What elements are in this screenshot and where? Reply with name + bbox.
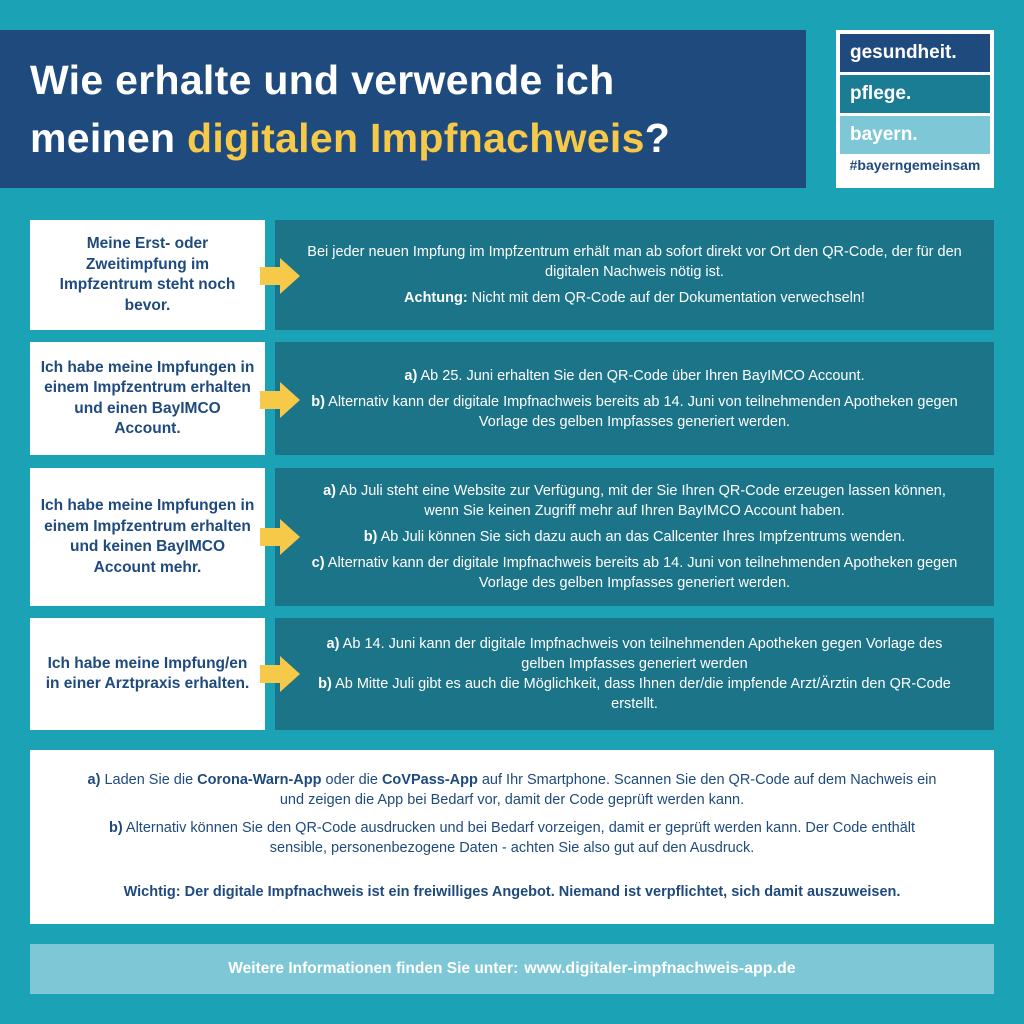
option-text: Ab Mitte Juli gibt es auch die Möglichkeit, dass Ihnen der/die impfende Arzt/Ärztin den QR-Code erstellt. (331, 676, 951, 712)
usage-text: auf Ihr Smartphone. Scannen Sie den QR-Code auf dem Nachweis ein und zeigen die App bei Bedarf vor, damit der Code geprüft werden kann. (279, 772, 937, 808)
question-text: Ich habe meine Impfungen in einem Impfzentrum erhalten und einen BayIMCO Account. (40, 358, 255, 437)
usage-option-a (50, 770, 974, 810)
title-highlight: digitalen Impfnachweis (187, 115, 645, 161)
option-text: Ab 25. Juni erhalten Sie den QR-Code über Ihren BayIMCO Account. (417, 367, 865, 384)
option-text: Ab Juli steht eine Website zur Verfügung, mit der Sie Ihren QR-Code erzeugen lassen können, wenn Sie keinen Zugriff mehr auf Ihren BayIMCO Account haben. (336, 483, 946, 519)
option-label: b) (108, 820, 123, 836)
option-text: Alternativ kann der digitale Impfnachweis bereits ab 14. Juni von teilnehmenden Apotheken gegen Vorlage des gelben Impfasses generiert werden. (324, 393, 958, 430)
logo-hashtag: #bayerngemeinsam (849, 157, 981, 173)
answer-option-b (305, 392, 964, 432)
question-text: Ich habe meine Impfung/en in einer Arztpraxis erhalten. (45, 654, 250, 692)
answer-box (275, 618, 994, 730)
option-label: b) (363, 529, 378, 545)
option-label: b) (311, 393, 325, 410)
usage-info-box (30, 750, 994, 924)
answer-warning (404, 288, 865, 308)
question-box (30, 468, 265, 606)
footer-text: Weitere Informationen finden Sie unter: (228, 960, 519, 977)
answer-option-b (364, 527, 906, 547)
title-line-2-end: ? (644, 115, 671, 161)
arrow-right-icon (260, 258, 300, 294)
important-label: Wichtig: (123, 884, 181, 900)
usage-text: oder die (321, 772, 382, 788)
covpass-app-name: CoVPass-App (381, 772, 478, 788)
option-label: b) (318, 676, 332, 692)
title-banner (0, 30, 806, 188)
question-box (30, 618, 265, 730)
option-text: Alternativ kann der digitale Impfnachweis bereits ab 14. Juni von teilnehmenden Apotheken gegen Vorlage des gelben Impfasses generiert werden. (324, 555, 958, 591)
title-line-2-start: meinen (30, 115, 188, 161)
question-box (30, 342, 265, 455)
brand-logo (836, 30, 994, 188)
info-row-doctor-practice (30, 618, 994, 730)
answer-option-a (305, 481, 964, 521)
info-row-first-vaccination (30, 220, 994, 330)
usage-text: Alternativ können Sie den QR-Code ausdrucken und bei Bedarf vorzeigen, damit er geprüft werden kann. Der Code enthält sensible, personenbezogene Daten - achten Sie also gut auf den Ausdruck. (122, 820, 916, 856)
question-text: Ich habe meine Impfungen in einem Impfzentrum erhalten und keinen BayIMCO Account mehr. (40, 497, 255, 576)
option-label: a) (404, 367, 418, 384)
info-row-bayimco-account (30, 342, 994, 455)
arrow-right-icon (260, 519, 300, 555)
answer-text: Bei jeder neuen Impfung im Impfzentrum erhält man ab sofort direkt vor Ort den QR-Code, der für den digitalen Nachweis nötig ist. (307, 244, 962, 280)
logo-line-bayern: bayern. (840, 116, 990, 154)
arrow-right-icon (260, 656, 300, 692)
arrow-right-icon (260, 382, 300, 418)
answer-option-b (305, 674, 964, 714)
corona-warn-app-name: Corona-Warn-App (197, 772, 322, 788)
option-label: a) (323, 483, 336, 499)
option-text: Ab Juli können Sie sich dazu auch an das Callcenter Ihres Impfzentrums wenden. (377, 529, 906, 545)
answer-option-a (305, 634, 964, 674)
usage-option-b (50, 818, 974, 858)
answer-option-c (305, 553, 964, 593)
important-note (50, 882, 974, 902)
title-line-2 (30, 109, 806, 167)
footer-bar (30, 944, 994, 994)
option-label: a) (87, 772, 101, 788)
important-text: Der digitale Impfnachweis ist ein freiwilliges Angebot. Niemand ist verpflichtet, sich damit auszuweisen. (180, 884, 901, 900)
footer-link[interactable]: www.digitaler-impfnachweis-app.de (524, 960, 796, 977)
usage-text: Laden Sie die (100, 772, 198, 788)
answer-box (275, 342, 994, 455)
option-label: c) (311, 555, 325, 571)
info-row-no-bayimco-account (30, 468, 994, 606)
title-line-1: Wie erhalte und verwende ich (30, 57, 615, 103)
question-text: Meine Erst- oder Zweitimpfung im Impfzentrum steht noch bevor. (59, 235, 236, 314)
option-label: a) (326, 636, 340, 652)
option-text: Ab 14. Juni kann der digitale Impfnachweis von teilnehmenden Apotheken gegen Vorlage des gelben Impfasses generiert werden (339, 636, 943, 672)
warning-text: Nicht mit dem QR-Code auf der Dokumentation verwechseln! (467, 290, 865, 306)
logo-line-pflege: pflege. (840, 75, 990, 113)
question-box (30, 220, 265, 330)
answer-box (275, 220, 994, 330)
answer-box (275, 468, 994, 606)
answer-option-a (404, 366, 864, 386)
warning-label: Achtung: (404, 290, 468, 306)
logo-line-gesundheit: gesundheit. (840, 34, 990, 72)
